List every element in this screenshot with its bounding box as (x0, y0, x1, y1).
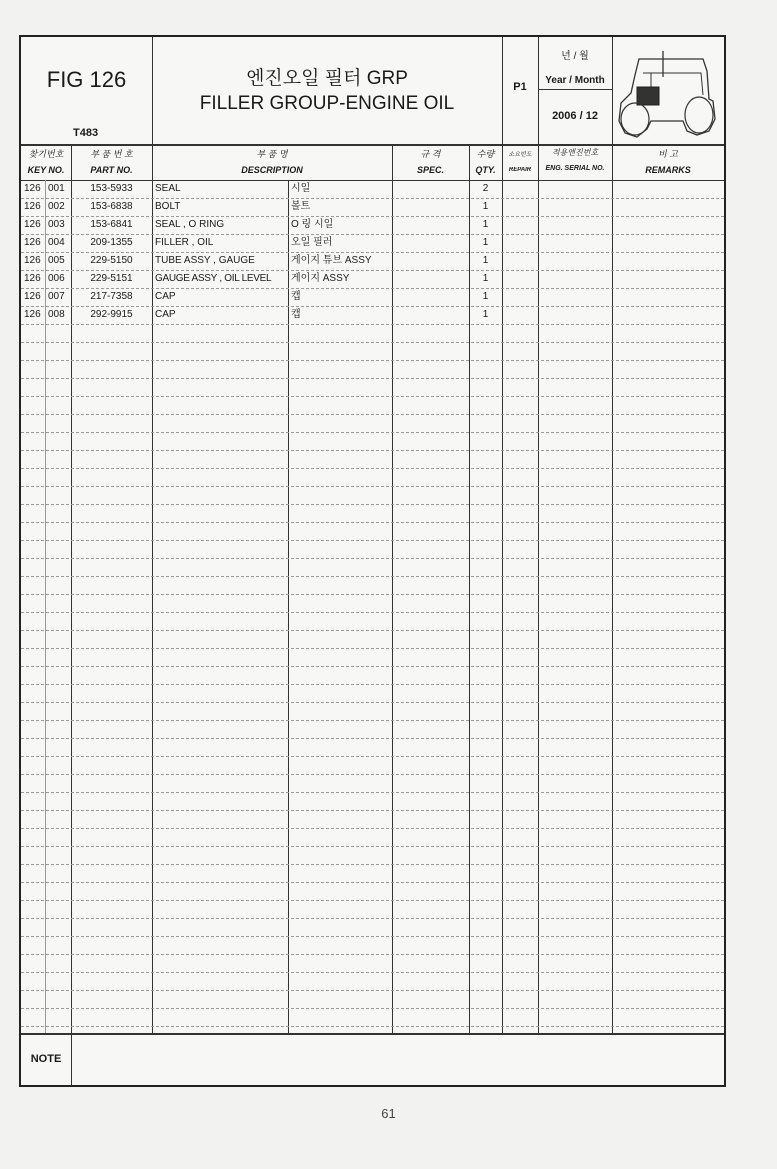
note-label: NOTE (30, 1053, 62, 1065)
key-cell: 002 (48, 201, 65, 212)
fig-cell: 126 (24, 255, 41, 266)
part-number-cell: 153-6841 (90, 219, 133, 230)
col-remarks-en: REMARKS (645, 165, 691, 175)
description-en-cell: SEAL (155, 183, 181, 194)
part-number-cell: 229-5151 (90, 273, 133, 284)
page-number: 61 (381, 1106, 396, 1121)
description-en-cell: BOLT (155, 201, 181, 212)
key-cell: 003 (48, 219, 65, 230)
col-desc-en: DESCRIPTION (241, 165, 303, 175)
col-qty-en: QTY. (475, 165, 496, 175)
title-korean: 엔진오일 필터 GRP (246, 68, 408, 89)
spec-cell (393, 234, 468, 251)
key-cell: 004 (48, 237, 65, 248)
part-number-cell: 153-6838 (90, 201, 133, 212)
description-ko-cell: 캡 (291, 309, 301, 320)
description-ko-cell: 시일 (291, 183, 311, 194)
col-key-ko: 찾기번호 (28, 149, 64, 159)
key-cell: 008 (48, 309, 65, 320)
col-part-en: PART NO. (90, 165, 133, 175)
col-spec-en: SPEC. (416, 165, 444, 175)
col-repair-ko: 소요빈도 (508, 152, 532, 158)
fig-cell: 126 (24, 183, 41, 194)
description-ko-cell: 오일 필러 (291, 237, 333, 248)
description-ko-cell: 캡 (291, 291, 301, 302)
col-key-en: KEY NO. (27, 165, 65, 175)
description-en-cell: TUBE ASSY , GAUGE (155, 255, 255, 266)
year-month-english: Year / Month (545, 75, 605, 86)
qty-cell: 1 (482, 273, 489, 284)
title-english: FILLER GROUP-ENGINE OIL (199, 93, 455, 114)
qty-cell: 1 (482, 255, 489, 266)
year-month-korean: 년 / 월 (561, 51, 589, 62)
col-qty-ko: 수량 (476, 149, 495, 159)
key-cell: 006 (48, 273, 65, 284)
key-cell: 005 (48, 255, 65, 266)
key-cell: 001 (48, 183, 65, 194)
tractor-icon (617, 49, 723, 139)
description-en-cell: GAUGE ASSY , OIL LEVEL (155, 273, 272, 284)
key-cell: 007 (48, 291, 65, 302)
part-number-cell: 229-5150 (90, 255, 133, 266)
qty-cell: 1 (482, 309, 489, 320)
description-ko-cell: 게이지 튜브 ASSY (291, 255, 372, 266)
part-number-cell: 153-5933 (90, 183, 133, 194)
spec-cell (393, 288, 468, 305)
qty-cell: 1 (482, 291, 489, 302)
spec-cell (393, 180, 468, 197)
description-ko-cell: 볼트 (291, 201, 311, 212)
fig-cell: 126 (24, 219, 41, 230)
col-serial-en: ENG. SERIAL NO. (545, 165, 605, 172)
description-en-cell: CAP (155, 309, 176, 320)
col-repair-en: REPAIR (508, 167, 532, 173)
spec-cell (393, 306, 468, 323)
fig-cell: 126 (24, 309, 41, 320)
fig-cell: 126 (24, 291, 41, 302)
page-label: P1 (513, 81, 527, 93)
model-code: T483 (73, 127, 99, 139)
spec-cell (393, 270, 468, 287)
col-part-ko: 부 품 번 호 (90, 149, 133, 159)
description-en-cell: FILLER , OIL (155, 237, 214, 248)
description-en-cell: CAP (155, 291, 176, 302)
part-number-cell: 292-9915 (90, 309, 133, 320)
col-spec-ko: 규 격 (420, 149, 441, 159)
fig-cell: 126 (24, 237, 41, 248)
col-desc-ko: 부 품 명 (256, 149, 288, 159)
qty-cell: 1 (482, 201, 489, 212)
parts-sheet (19, 35, 726, 1087)
description-ko-cell: O 링 시일 (291, 219, 334, 230)
description-ko-cell: 게이지 ASSY (291, 273, 350, 284)
fig-cell: 126 (24, 273, 41, 284)
part-number-cell: 209-1355 (90, 237, 133, 248)
part-number-cell: 217-7358 (90, 291, 133, 302)
qty-cell: 2 (482, 183, 489, 194)
col-remarks-ko: 비 고 (658, 149, 678, 159)
qty-cell: 1 (482, 219, 489, 230)
description-en-cell: SEAL , O RING (155, 219, 225, 230)
fig-cell: 126 (24, 201, 41, 212)
col-serial-ko: 적용엔진번호 (551, 148, 599, 157)
figure-title: FIG 126 (46, 67, 127, 92)
spec-cell (393, 198, 468, 215)
spec-cell (393, 216, 468, 233)
date-value: 2006 / 12 (552, 110, 598, 122)
qty-cell: 1 (482, 237, 489, 248)
spec-cell (393, 252, 468, 269)
